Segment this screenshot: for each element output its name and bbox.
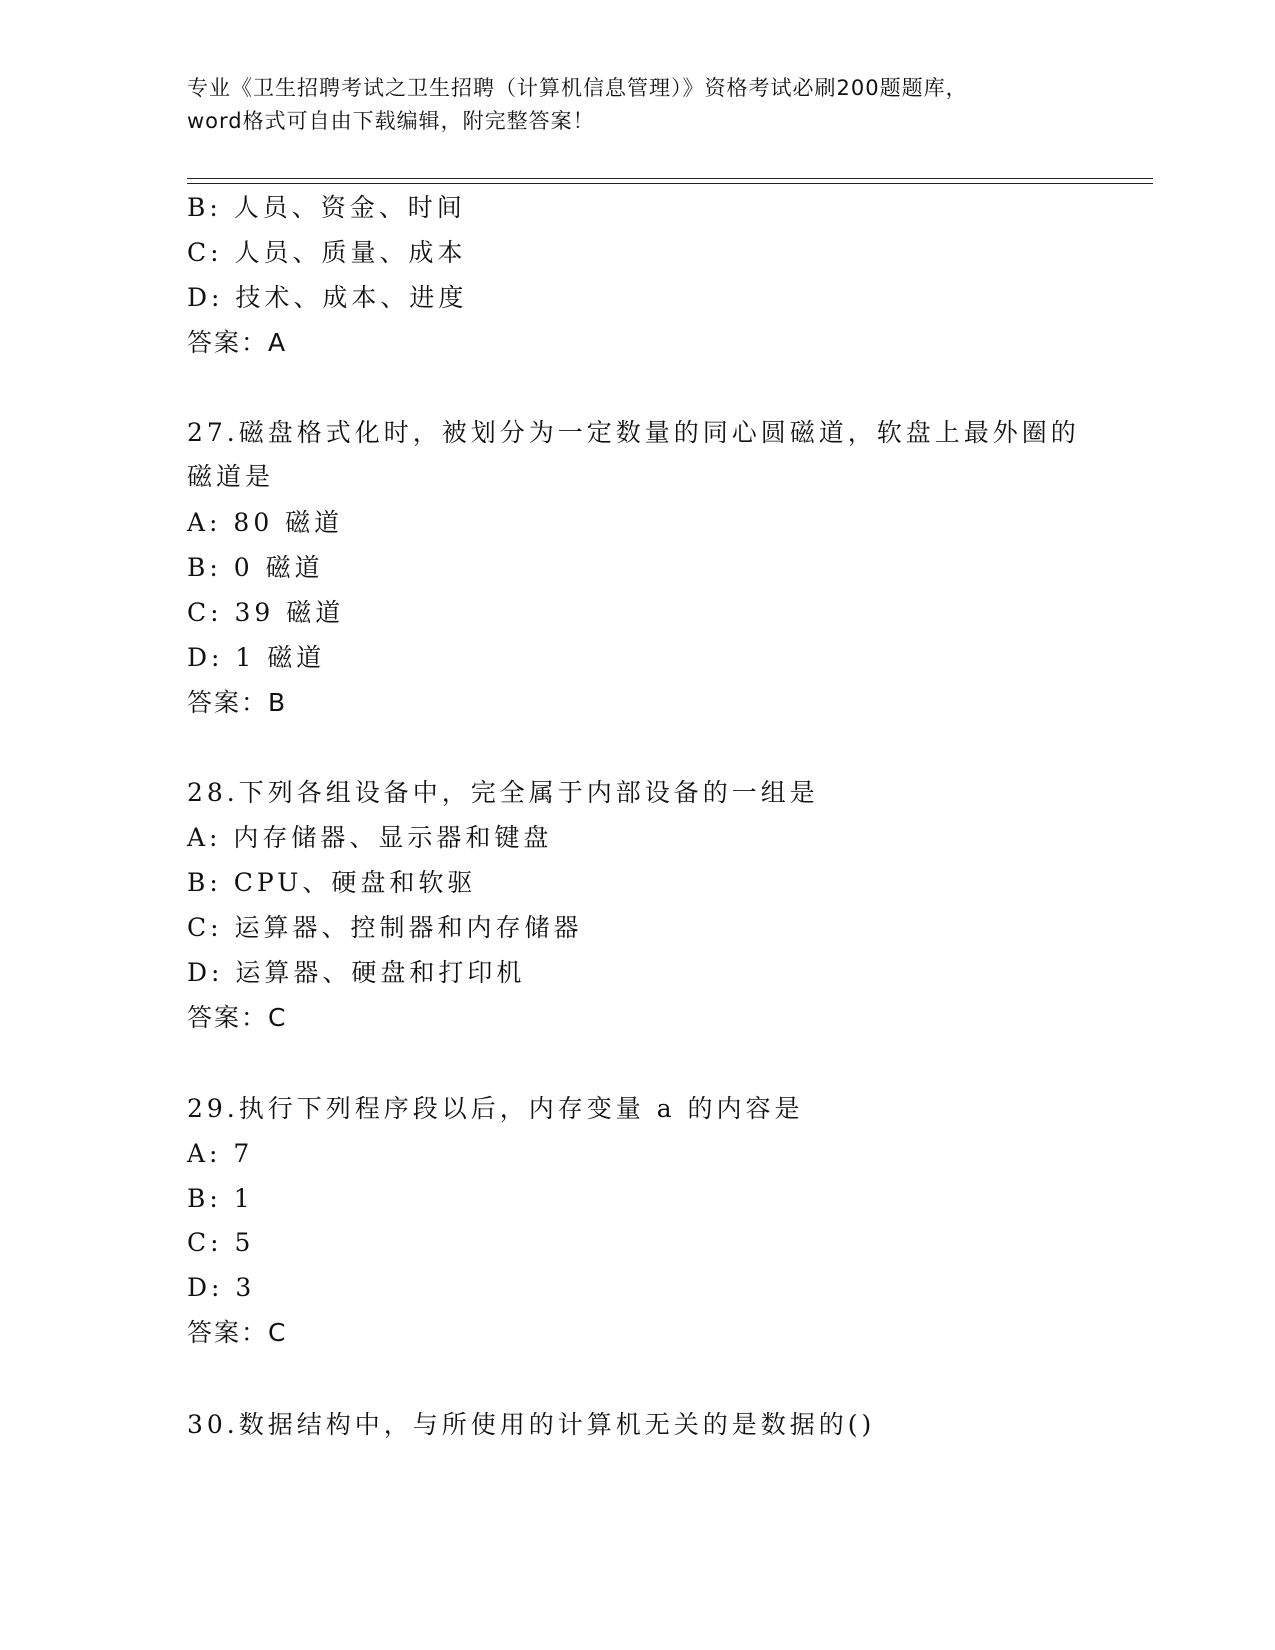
q27-option-a: A: 80 磁道 [187,508,344,537]
q28-option-b: B: CPU、硬盘和软驱 [187,868,477,897]
q28-option-d: D: 运算器、硬盘和打印机 [187,958,526,987]
q29-stem: 29.执行下列程序段以后，内存变量 a 的内容是 [187,1094,804,1123]
q27-option-b: B: 0 磁道 [187,553,324,582]
q26-option-b: B: 人员、资金、时间 [187,193,466,222]
q26-answer: 答案：A [187,328,288,357]
q29-option-d: D: 3 [187,1273,256,1302]
q30-stem: 30.数据结构中，与所使用的计算机无关的是数据的() [187,1410,876,1439]
q29-option-a: A: 7 [187,1139,254,1168]
q27-option-d: D: 1 磁道 [187,643,326,672]
header-divider-bottom [187,183,1153,184]
q29-option-c: C: 5 [187,1228,255,1257]
q28-option-a: A: 内存储器、显示器和键盘 [187,823,553,852]
q29-option-b: B: 1 [187,1184,254,1213]
q28-answer: 答案：C [187,1003,288,1032]
q28-option-c: C: 运算器、控制器和内存储器 [187,913,583,942]
header-line-1: 专业《卫生招聘考试之卫生招聘（计算机信息管理）》资格考试必刷200题题库， [187,76,968,100]
q26-option-c: C: 人员、质量、成本 [187,238,467,267]
header-line-2: word格式可自由下载编辑，附完整答案！ [187,109,595,133]
q29-answer: 答案：C [187,1318,288,1347]
q26-option-d: D: 技术、成本、进度 [187,283,468,312]
q27-answer: 答案：B [187,688,288,717]
q27-stem-line-2: 磁道是 [187,462,275,491]
q28-stem: 28.下列各组设备中，完全属于内部设备的一组是 [187,778,819,807]
q27-option-c: C: 39 磁道 [187,598,345,627]
header-divider-top [187,178,1153,179]
q27-stem-line-1: 27.磁盘格式化时，被划分为一定数量的同心圆磁道，软盘上最外圈的 [187,418,1080,447]
document-header [187,72,1087,138]
